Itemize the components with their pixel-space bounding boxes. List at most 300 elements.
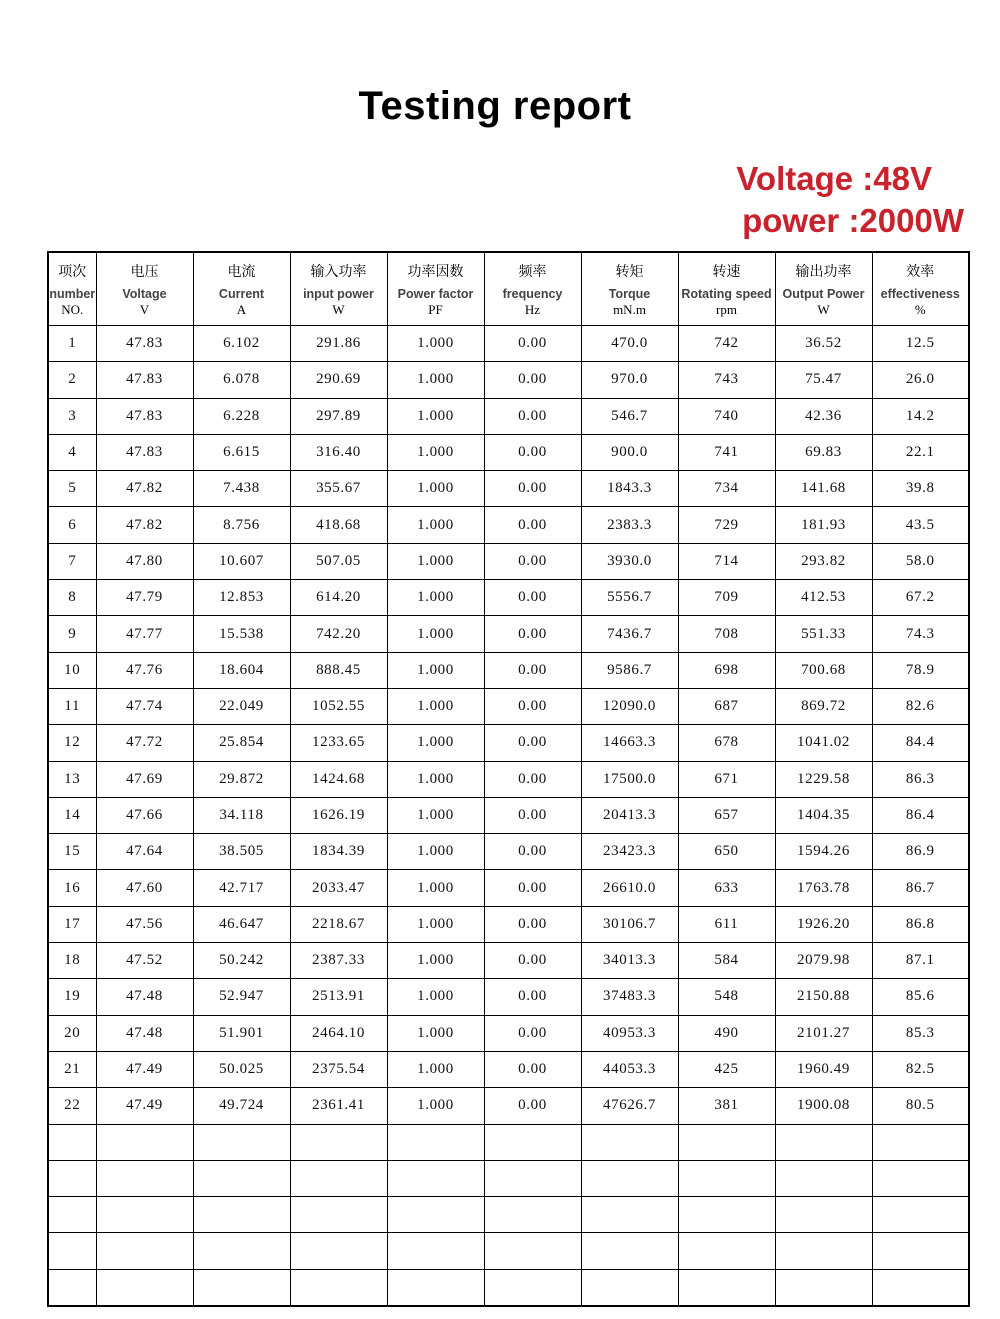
table-cell: 5 xyxy=(48,471,96,507)
table-cell: 11 xyxy=(48,688,96,724)
table-cell: 1.000 xyxy=(387,326,484,362)
table-cell xyxy=(387,1269,484,1306)
table-cell xyxy=(484,1160,581,1196)
column-header-cn: 频率 xyxy=(518,264,547,280)
empty-row xyxy=(48,1233,969,1269)
column-header-cn: 电流 xyxy=(227,264,256,280)
table-cell: 80.5 xyxy=(872,1088,969,1124)
table-cell: 47.48 xyxy=(96,1015,193,1051)
table-cell: 1.000 xyxy=(387,725,484,761)
table-cell xyxy=(387,1233,484,1269)
table-cell xyxy=(96,1269,193,1306)
table-cell: 44053.3 xyxy=(581,1051,678,1087)
table-cell: 7.438 xyxy=(193,471,290,507)
table-row xyxy=(48,688,969,724)
table-cell: 47.49 xyxy=(96,1088,193,1124)
column-header xyxy=(290,252,387,326)
table-cell: 1233.65 xyxy=(290,725,387,761)
table-body xyxy=(48,326,969,1307)
table-cell xyxy=(193,1124,290,1160)
table-row xyxy=(48,652,969,688)
table-cell: 4 xyxy=(48,434,96,470)
table-cell xyxy=(678,1269,775,1306)
table-cell: 743 xyxy=(678,362,775,398)
table-cell: 14 xyxy=(48,797,96,833)
table-cell: 1.000 xyxy=(387,434,484,470)
column-header-cn: 输入功率 xyxy=(310,264,367,280)
table-cell: 47.83 xyxy=(96,434,193,470)
column-header xyxy=(581,252,678,326)
test-data-table xyxy=(47,251,970,1307)
table-cell: 141.68 xyxy=(775,471,872,507)
table-cell: 86.7 xyxy=(872,870,969,906)
table-cell xyxy=(775,1269,872,1306)
table-cell: 1763.78 xyxy=(775,870,872,906)
table-cell: 0.00 xyxy=(484,906,581,942)
table-cell: 50.025 xyxy=(193,1051,290,1087)
table-cell: 18.604 xyxy=(193,652,290,688)
table-cell: 1.000 xyxy=(387,870,484,906)
table-cell: 1404.35 xyxy=(775,797,872,833)
table-cell: 25.854 xyxy=(193,725,290,761)
table-cell: 742.20 xyxy=(290,616,387,652)
table-cell: 46.647 xyxy=(193,906,290,942)
table-cell: 47.49 xyxy=(96,1051,193,1087)
table-cell: 548 xyxy=(678,979,775,1015)
table-cell: 47.52 xyxy=(96,943,193,979)
table-cell: 1.000 xyxy=(387,507,484,543)
table-cell xyxy=(48,1197,96,1233)
table-cell: 650 xyxy=(678,834,775,870)
table-cell: 714 xyxy=(678,543,775,579)
table-cell: 8.756 xyxy=(193,507,290,543)
table-cell: 5556.7 xyxy=(581,580,678,616)
table-cell: 85.3 xyxy=(872,1015,969,1051)
table-cell: 26.0 xyxy=(872,362,969,398)
table-cell: 22 xyxy=(48,1088,96,1124)
table-cell: 47.79 xyxy=(96,580,193,616)
table-cell: 20413.3 xyxy=(581,797,678,833)
table-cell: 741 xyxy=(678,434,775,470)
table-cell: 1900.08 xyxy=(775,1088,872,1124)
table-cell: 22.049 xyxy=(193,688,290,724)
table-cell: 42.36 xyxy=(775,398,872,434)
table-cell: 21 xyxy=(48,1051,96,1087)
table-cell: 888.45 xyxy=(290,652,387,688)
table-cell: 47.74 xyxy=(96,688,193,724)
column-header-en: Current xyxy=(218,287,265,301)
table-cell: 584 xyxy=(678,943,775,979)
empty-row xyxy=(48,1269,969,1306)
table-cell: 42.717 xyxy=(193,870,290,906)
table-cell: 1.000 xyxy=(387,471,484,507)
table-cell: 47.66 xyxy=(96,797,193,833)
table-cell xyxy=(193,1269,290,1306)
table-cell: 0.00 xyxy=(484,580,581,616)
table-cell: 1.000 xyxy=(387,834,484,870)
table-cell: 8 xyxy=(48,580,96,616)
table-cell: 742 xyxy=(678,326,775,362)
table-cell: 12.5 xyxy=(872,326,969,362)
table-cell: 12.853 xyxy=(193,580,290,616)
table-cell xyxy=(581,1197,678,1233)
table-cell: 381 xyxy=(678,1088,775,1124)
table-cell: 2150.88 xyxy=(775,979,872,1015)
table-cell: 1.000 xyxy=(387,543,484,579)
table-cell: 1843.3 xyxy=(581,471,678,507)
table-cell: 2033.47 xyxy=(290,870,387,906)
column-header xyxy=(96,252,193,326)
table-cell: 546.7 xyxy=(581,398,678,434)
table-cell xyxy=(387,1124,484,1160)
table-cell xyxy=(872,1269,969,1306)
table-cell: 0.00 xyxy=(484,1015,581,1051)
column-header-cn: 电压 xyxy=(130,264,159,280)
table-cell: 30106.7 xyxy=(581,906,678,942)
table-cell: 291.86 xyxy=(290,326,387,362)
table-cell: 82.5 xyxy=(872,1051,969,1087)
empty-row xyxy=(48,1160,969,1196)
table-cell: 1.000 xyxy=(387,398,484,434)
table-cell: 47.82 xyxy=(96,471,193,507)
column-header-en: input power xyxy=(303,287,374,301)
table-cell: 1960.49 xyxy=(775,1051,872,1087)
table-cell: 22.1 xyxy=(872,434,969,470)
voltage-spec: Voltage :48V xyxy=(736,160,932,197)
table-cell: 0.00 xyxy=(484,326,581,362)
column-header-en: Output Power xyxy=(782,287,865,301)
table-cell xyxy=(484,1233,581,1269)
table-cell: 14.2 xyxy=(872,398,969,434)
table-cell: 2387.33 xyxy=(290,943,387,979)
table-cell: 970.0 xyxy=(581,362,678,398)
table-cell: 1 xyxy=(48,326,96,362)
table-cell: 43.5 xyxy=(872,507,969,543)
table-cell: 47.82 xyxy=(96,507,193,543)
table-cell: 633 xyxy=(678,870,775,906)
table-cell xyxy=(96,1124,193,1160)
column-header-unit: rpm xyxy=(716,302,737,317)
table-cell xyxy=(678,1233,775,1269)
table-cell: 708 xyxy=(678,616,775,652)
table-cell xyxy=(775,1124,872,1160)
table-row xyxy=(48,834,969,870)
table-cell xyxy=(872,1233,969,1269)
table-cell: 87.1 xyxy=(872,943,969,979)
table-cell: 181.93 xyxy=(775,507,872,543)
table-row xyxy=(48,434,969,470)
column-header-cn: 效率 xyxy=(906,264,935,280)
table-cell: 34.118 xyxy=(193,797,290,833)
table-cell: 1926.20 xyxy=(775,906,872,942)
table-cell: 490 xyxy=(678,1015,775,1051)
table-cell: 23423.3 xyxy=(581,834,678,870)
table-cell: 82.6 xyxy=(872,688,969,724)
column-header-unit: Hz xyxy=(524,302,541,317)
table-cell xyxy=(290,1160,387,1196)
table-cell: 0.00 xyxy=(484,543,581,579)
table-cell: 1.000 xyxy=(387,688,484,724)
table-cell: 26610.0 xyxy=(581,870,678,906)
table-row xyxy=(48,616,969,652)
table-cell: 50.242 xyxy=(193,943,290,979)
table-row xyxy=(48,471,969,507)
table-cell: 1041.02 xyxy=(775,725,872,761)
table-cell xyxy=(193,1233,290,1269)
table-cell: 1.000 xyxy=(387,616,484,652)
table-cell: 0.00 xyxy=(484,398,581,434)
table-row xyxy=(48,1051,969,1087)
table-cell: 9 xyxy=(48,616,96,652)
column-header xyxy=(775,252,872,326)
column-header-en: frequency xyxy=(502,287,563,301)
table-cell: 29.872 xyxy=(193,761,290,797)
table-cell: 0.00 xyxy=(484,434,581,470)
table-cell: 412.53 xyxy=(775,580,872,616)
table-cell: 2 xyxy=(48,362,96,398)
table-row xyxy=(48,1015,969,1051)
table-cell xyxy=(872,1197,969,1233)
table-row xyxy=(48,326,969,362)
table-cell xyxy=(775,1160,872,1196)
column-header-cn: 项次 xyxy=(58,264,87,280)
table-cell: 47.48 xyxy=(96,979,193,1015)
table-cell xyxy=(193,1160,290,1196)
table-cell: 86.8 xyxy=(872,906,969,942)
table-cell xyxy=(581,1124,678,1160)
column-header-en: Torque xyxy=(608,287,651,301)
table-row xyxy=(48,906,969,942)
table-cell: 86.3 xyxy=(872,761,969,797)
table-cell: 2361.41 xyxy=(290,1088,387,1124)
table-cell: 1.000 xyxy=(387,580,484,616)
table-cell: 75.47 xyxy=(775,362,872,398)
table-cell: 39.8 xyxy=(872,471,969,507)
table-cell: 47.83 xyxy=(96,326,193,362)
table-cell: 2513.91 xyxy=(290,979,387,1015)
table-cell: 12 xyxy=(48,725,96,761)
table-cell: 0.00 xyxy=(484,979,581,1015)
table-cell: 47.60 xyxy=(96,870,193,906)
table-cell: 7 xyxy=(48,543,96,579)
table-cell: 869.72 xyxy=(775,688,872,724)
empty-row xyxy=(48,1197,969,1233)
table-cell: 10 xyxy=(48,652,96,688)
table-cell: 700.68 xyxy=(775,652,872,688)
table-cell: 0.00 xyxy=(484,943,581,979)
table-row xyxy=(48,362,969,398)
column-header-unit: mN.m xyxy=(613,302,646,317)
table-cell: 78.9 xyxy=(872,652,969,688)
table-row xyxy=(48,761,969,797)
table-cell: 290.69 xyxy=(290,362,387,398)
table-cell: 47.76 xyxy=(96,652,193,688)
table-cell: 49.724 xyxy=(193,1088,290,1124)
table-cell: 614.20 xyxy=(290,580,387,616)
table-cell: 0.00 xyxy=(484,834,581,870)
table-cell xyxy=(96,1197,193,1233)
table-row xyxy=(48,797,969,833)
table-cell: 19 xyxy=(48,979,96,1015)
table-cell: 16 xyxy=(48,870,96,906)
table-cell xyxy=(48,1269,96,1306)
table-cell: 0.00 xyxy=(484,652,581,688)
table-cell: 1834.39 xyxy=(290,834,387,870)
table-cell xyxy=(48,1233,96,1269)
table-cell: 1.000 xyxy=(387,761,484,797)
table-cell: 709 xyxy=(678,580,775,616)
table-cell: 69.83 xyxy=(775,434,872,470)
table-cell: 74.3 xyxy=(872,616,969,652)
table-cell: 2101.27 xyxy=(775,1015,872,1051)
table-cell xyxy=(775,1197,872,1233)
column-header xyxy=(193,252,290,326)
table-cell: 84.4 xyxy=(872,725,969,761)
table-cell: 52.947 xyxy=(193,979,290,1015)
table-cell xyxy=(775,1233,872,1269)
table-cell xyxy=(484,1124,581,1160)
table-cell xyxy=(48,1160,96,1196)
table-cell: 2383.3 xyxy=(581,507,678,543)
table-cell xyxy=(96,1233,193,1269)
table-cell xyxy=(290,1233,387,1269)
table-cell xyxy=(290,1124,387,1160)
table-cell: 38.505 xyxy=(193,834,290,870)
column-header-unit: NO. xyxy=(61,302,84,317)
column-header-unit: W xyxy=(332,302,345,317)
column-header-en: Voltage xyxy=(122,287,167,301)
table-cell: 734 xyxy=(678,471,775,507)
table-cell xyxy=(872,1124,969,1160)
table-cell: 47.77 xyxy=(96,616,193,652)
table-row xyxy=(48,580,969,616)
table-cell: 40953.3 xyxy=(581,1015,678,1051)
column-header-en: number xyxy=(49,287,96,301)
table-cell: 47.64 xyxy=(96,834,193,870)
table-cell: 0.00 xyxy=(484,725,581,761)
table-cell: 6.102 xyxy=(193,326,290,362)
table-cell: 900.0 xyxy=(581,434,678,470)
table-cell: 47.72 xyxy=(96,725,193,761)
table-cell: 6.615 xyxy=(193,434,290,470)
table-cell: 1.000 xyxy=(387,797,484,833)
table-cell: 2375.54 xyxy=(290,1051,387,1087)
table-cell: 14663.3 xyxy=(581,725,678,761)
column-header xyxy=(872,252,969,326)
table-cell: 1.000 xyxy=(387,1088,484,1124)
table-cell: 1229.58 xyxy=(775,761,872,797)
header-row xyxy=(48,252,969,326)
table-cell: 51.901 xyxy=(193,1015,290,1051)
table-row xyxy=(48,398,969,434)
column-header-unit: W xyxy=(817,302,830,317)
table-cell: 6.078 xyxy=(193,362,290,398)
column-header-cn: 转矩 xyxy=(615,264,644,280)
table-cell: 2079.98 xyxy=(775,943,872,979)
table-cell: 1.000 xyxy=(387,979,484,1015)
table-cell xyxy=(872,1160,969,1196)
table-cell: 1.000 xyxy=(387,1015,484,1051)
column-header-cn: 功率因数 xyxy=(407,264,464,280)
table-cell: 15.538 xyxy=(193,616,290,652)
table-cell: 687 xyxy=(678,688,775,724)
table-cell: 9586.7 xyxy=(581,652,678,688)
table-cell xyxy=(96,1160,193,1196)
table-row xyxy=(48,979,969,1015)
table-cell: 729 xyxy=(678,507,775,543)
table-cell: 293.82 xyxy=(775,543,872,579)
table-cell: 47.80 xyxy=(96,543,193,579)
table-cell: 0.00 xyxy=(484,870,581,906)
table-cell: 86.4 xyxy=(872,797,969,833)
table-cell xyxy=(387,1197,484,1233)
table-cell: 0.00 xyxy=(484,362,581,398)
table-cell: 7436.7 xyxy=(581,616,678,652)
table-cell: 58.0 xyxy=(872,543,969,579)
power-spec: power :2000W xyxy=(742,202,964,239)
table-cell: 36.52 xyxy=(775,326,872,362)
column-header-unit: % xyxy=(914,302,926,317)
table-cell: 1.000 xyxy=(387,1051,484,1087)
table-cell: 15 xyxy=(48,834,96,870)
table-cell: 0.00 xyxy=(484,616,581,652)
table-cell: 316.40 xyxy=(290,434,387,470)
column-header-en: Rotating speed xyxy=(681,287,772,301)
table-cell xyxy=(48,1124,96,1160)
table-cell xyxy=(678,1124,775,1160)
table-row xyxy=(48,1088,969,1124)
table-cell: 2218.67 xyxy=(290,906,387,942)
table-cell: 698 xyxy=(678,652,775,688)
table-cell: 47.83 xyxy=(96,362,193,398)
table-cell: 10.607 xyxy=(193,543,290,579)
table-cell xyxy=(678,1160,775,1196)
table-cell: 18 xyxy=(48,943,96,979)
column-header-unit: V xyxy=(139,302,150,317)
table-cell: 1.000 xyxy=(387,652,484,688)
table-cell: 20 xyxy=(48,1015,96,1051)
table-row xyxy=(48,725,969,761)
column-header xyxy=(48,252,96,326)
table-cell: 1594.26 xyxy=(775,834,872,870)
column-header-en: Power factor xyxy=(397,287,474,301)
table-cell: 34013.3 xyxy=(581,943,678,979)
table-cell: 418.68 xyxy=(290,507,387,543)
table-cell: 17500.0 xyxy=(581,761,678,797)
table-cell: 678 xyxy=(678,725,775,761)
column-header-unit: A xyxy=(236,302,247,317)
table-cell: 0.00 xyxy=(484,471,581,507)
table-cell: 425 xyxy=(678,1051,775,1087)
column-header-cn: 转速 xyxy=(712,264,741,280)
table-cell: 47626.7 xyxy=(581,1088,678,1124)
table-cell: 0.00 xyxy=(484,1051,581,1087)
column-header xyxy=(387,252,484,326)
table-cell xyxy=(581,1269,678,1306)
table-row xyxy=(48,507,969,543)
table-cell: 6 xyxy=(48,507,96,543)
table-row xyxy=(48,543,969,579)
table-cell: 0.00 xyxy=(484,507,581,543)
table-cell: 470.0 xyxy=(581,326,678,362)
table-cell: 67.2 xyxy=(872,580,969,616)
table-cell: 13 xyxy=(48,761,96,797)
column-header xyxy=(484,252,581,326)
table-cell: 0.00 xyxy=(484,688,581,724)
table-cell: 2464.10 xyxy=(290,1015,387,1051)
table-cell: 297.89 xyxy=(290,398,387,434)
table-cell: 12090.0 xyxy=(581,688,678,724)
